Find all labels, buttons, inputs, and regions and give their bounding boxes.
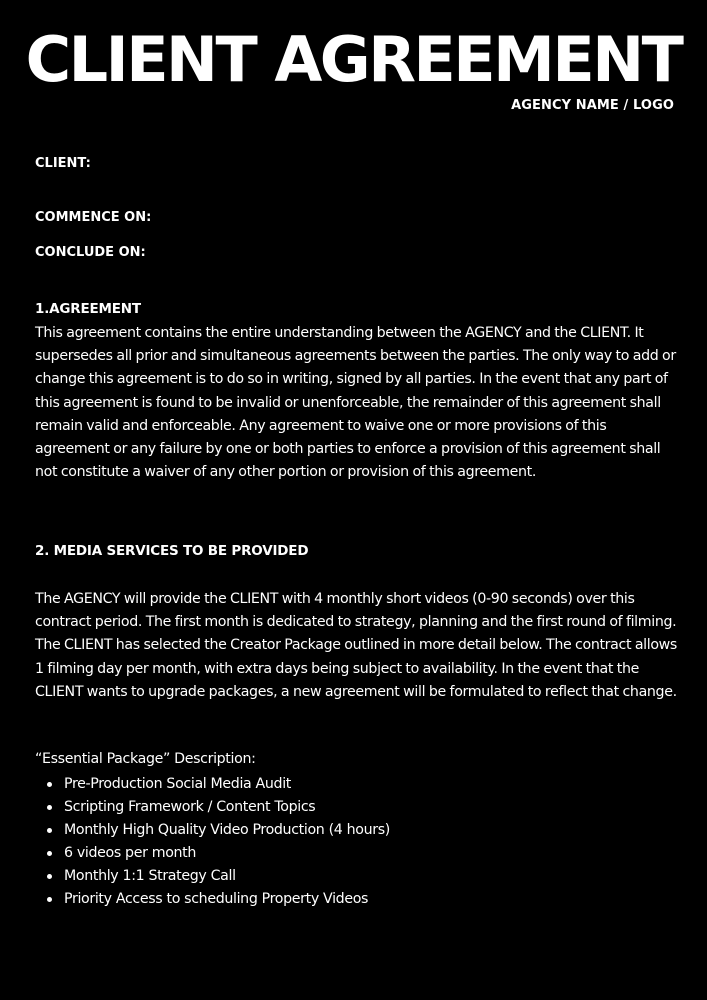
bullet-icon (47, 782, 52, 787)
client-field-label: CLIENT: (35, 156, 91, 171)
list-item (35, 865, 390, 888)
section-heading-media-services: 2. MEDIA SERVICES TO BE PROVIDED (35, 543, 309, 559)
list-item-text: Scripting Framework / Content Topics (64, 799, 316, 816)
list-item-text: Monthly 1:1 Strategy Call (64, 868, 236, 885)
bullet-icon (47, 828, 52, 833)
list-item (35, 773, 390, 796)
list-item-text: 6 videos per month (64, 845, 197, 862)
list-item-text: Pre-Production Social Media Audit (64, 776, 292, 792)
bullet-icon (47, 805, 52, 810)
document-title: CLIENT AGREEMENT (25, 23, 682, 96)
bullet-icon (47, 874, 52, 879)
conclude-date-label: CONCLUDE ON: (35, 245, 146, 260)
list-item (35, 888, 390, 911)
agency-logo-placeholder: AGENCY NAME / LOGO (511, 98, 674, 113)
list-item (35, 796, 390, 819)
list-item-text: Priority Access to scheduling Property Videos (64, 891, 369, 908)
list-item (35, 819, 390, 842)
section-heading-agreement: 1.AGREEMENT (35, 301, 141, 317)
section-body-agreement: This agreement contains the entire understanding between the AGENCY and the CLIENT. It supersedes all prior and simultaneous agreements between the parties. The only way to add or change this agreement is to do so in writing, signed by all parties. In the event that any part of this agreement is found to be invalid or unenforceable, the remainder of this agreement shall remain valid and enforceable. Any agreement to waive one or more provisions of this agreement or any failure by one or both parties to enforce a provision of this agreement shall not constitute a waiver of any other portion or provision of this agreement. (35, 325, 676, 481)
list-item-text: Monthly High Quality Video Production (4 hours) (64, 822, 390, 839)
section-body-media-services: The AGENCY will provide the CLIENT with 4 monthly short videos (0-90 seconds) over this contract period. The first month is dedicated to strategy, planning and the first round of filming. The CLIENT has selected the Creator Package outlined in more detail below. The contract allows 1 filming day per month, with extra days being subject to availability. In the event that the CLIENT wants to upgrade packages, a new agreement will be formulated to reflect that change. (35, 591, 677, 700)
list-item (35, 842, 390, 865)
commence-date-label: COMMENCE ON: (35, 210, 152, 225)
package-items-list (35, 773, 390, 912)
bullet-icon (47, 851, 52, 856)
package-description-label: “Essential Package” Description: (35, 751, 256, 767)
bullet-icon (47, 897, 52, 902)
